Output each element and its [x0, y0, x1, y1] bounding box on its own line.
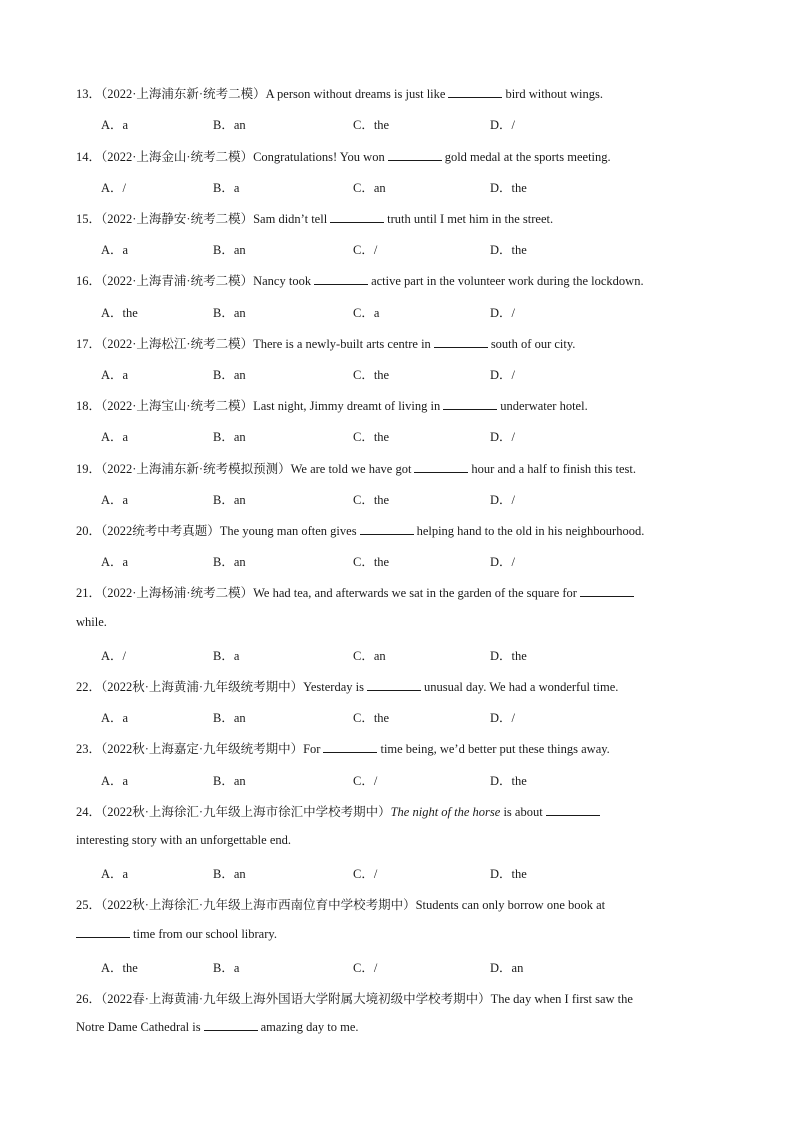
question-text: Last night, Jimmy dreamt of living in — [253, 399, 441, 413]
option-d[interactable]: D．the — [490, 774, 527, 788]
question-source: （2022秋·上海徐汇·九年级上海市西南位育中学校考期中） — [101, 898, 416, 912]
answer-blank — [434, 346, 488, 348]
question-text: active part in the volunteer work during the lockdown. — [371, 274, 644, 288]
question-text: hour and a half to finish this test. — [471, 462, 636, 476]
question-text: is about — [503, 805, 543, 819]
question-23 — [76, 739, 610, 757]
option-b[interactable]: B．an — [213, 774, 246, 788]
option-c[interactable]: C．the — [353, 118, 390, 132]
question-text: For — [303, 742, 321, 756]
question-number: 14． — [76, 150, 102, 164]
question-source: （2022·上海杨浦·统考二模） — [101, 586, 254, 600]
question-text: Yesterday is — [303, 680, 364, 694]
option-a[interactable]: A．a — [101, 243, 129, 257]
option-a[interactable]: A．the — [101, 306, 138, 320]
question-number: 16． — [76, 274, 102, 288]
option-d[interactable]: D．/ — [490, 118, 516, 132]
option-d[interactable]: D．/ — [490, 555, 516, 569]
question-number: 18． — [76, 399, 102, 413]
question-14 — [76, 147, 611, 165]
option-b[interactable]: B．an — [213, 118, 246, 132]
question-source: （2022·上海金山·统考二模） — [101, 150, 254, 164]
option-b[interactable]: B．an — [213, 243, 246, 257]
question-text: gold medal at the sports meeting. — [444, 150, 611, 164]
question-text: bird without wings. — [505, 87, 604, 101]
question-source: （2022·上海浦东新·统考二模） — [101, 87, 266, 101]
option-b[interactable]: B．an — [213, 711, 246, 725]
option-c[interactable]: C．a — [353, 306, 380, 320]
question-text: unusual day. We had a wonderful time. — [423, 680, 619, 694]
option-b[interactable]: B．a — [213, 961, 240, 975]
option-c[interactable]: C．an — [353, 181, 386, 195]
question-text: helping hand to the old in his neighbourhood. — [416, 524, 645, 538]
option-a[interactable]: A．a — [101, 118, 129, 132]
option-d[interactable]: D．the — [490, 867, 527, 881]
question-26 — [76, 989, 633, 1007]
question-number: 26． — [76, 992, 102, 1006]
option-c[interactable]: C．an — [353, 649, 386, 663]
answer-blank — [580, 595, 634, 597]
answer-blank — [367, 689, 421, 691]
question-16 — [76, 271, 644, 289]
question-text: amazing day to me. — [260, 1020, 359, 1034]
question-15 — [76, 209, 553, 227]
option-a[interactable]: A．a — [101, 368, 129, 382]
option-c[interactable]: C．/ — [353, 243, 378, 257]
question-text: We are told we have got — [290, 462, 412, 476]
question-25-continued — [76, 927, 277, 942]
option-b[interactable]: B．an — [213, 493, 246, 507]
answer-blank — [443, 408, 497, 410]
question-18 — [76, 396, 588, 414]
question-number: 19． — [76, 462, 102, 476]
question-number: 15． — [76, 212, 102, 226]
question-number: 25． — [76, 898, 102, 912]
question-text: Nancy took — [253, 274, 312, 288]
question-19 — [76, 459, 636, 477]
option-b[interactable]: B．a — [213, 649, 240, 663]
answer-blank — [204, 1029, 258, 1031]
question-number: 20． — [76, 524, 102, 538]
question-20 — [76, 521, 644, 539]
question-source: （2022·上海浦东新·统考模拟预测） — [101, 462, 291, 476]
question-source: （2022秋·上海嘉定·九年级统考期中） — [101, 742, 304, 756]
question-text: truth until I met him in the street. — [387, 212, 554, 226]
option-a[interactable]: A．a — [101, 555, 129, 569]
answer-blank — [448, 96, 502, 98]
answer-blank — [388, 159, 442, 161]
option-d[interactable]: D．/ — [490, 306, 516, 320]
question-17 — [76, 334, 575, 352]
option-a[interactable]: A．the — [101, 961, 138, 975]
option-d[interactable]: D．the — [490, 649, 527, 663]
answer-blank — [414, 471, 468, 473]
option-b[interactable]: B．an — [213, 555, 246, 569]
answer-blank — [330, 221, 384, 223]
question-21-continued — [76, 615, 107, 630]
answer-blank — [314, 283, 368, 285]
question-number: 22． — [76, 680, 102, 694]
question-text: The day when I first saw the — [490, 992, 633, 1006]
question-text: south of our city. — [490, 337, 576, 351]
option-a[interactable]: A．/ — [101, 181, 127, 195]
option-b[interactable]: B．an — [213, 430, 246, 444]
question-number: 21． — [76, 586, 102, 600]
option-c[interactable]: C．/ — [353, 867, 378, 881]
option-a[interactable]: A．a — [101, 711, 129, 725]
option-d[interactable]: D．/ — [490, 711, 516, 725]
question-number: 23． — [76, 742, 102, 756]
option-d[interactable]: D．an — [490, 961, 524, 975]
question-source: （2022秋·上海黄浦·九年级统考期中） — [101, 680, 304, 694]
question-text: Sam didn’t tell — [253, 212, 328, 226]
question-text: interesting story with an unforgettable end. — [76, 833, 291, 847]
question-text: There is a newly-built arts centre in — [253, 337, 431, 351]
option-d[interactable]: D．/ — [490, 430, 516, 444]
story-title: The night of the horse — [390, 805, 501, 819]
option-c[interactable]: C．the — [353, 711, 390, 725]
question-source: （2022春·上海黄浦·九年级上海外国语大学附属大境初级中学校考期中） — [101, 992, 491, 1006]
question-number: 17． — [76, 337, 102, 351]
option-c[interactable]: C．/ — [353, 774, 378, 788]
question-text: The young man often gives — [219, 524, 357, 538]
option-b[interactable]: B．an — [213, 368, 246, 382]
question-source: （2022·上海青浦·统考二模） — [101, 274, 254, 288]
question-text: underwater hotel. — [500, 399, 588, 413]
option-a[interactable]: A．a — [101, 430, 129, 444]
question-text: while. — [76, 615, 107, 629]
answer-blank — [360, 533, 414, 535]
option-a[interactable]: A．a — [101, 867, 129, 881]
answer-blank — [546, 814, 600, 816]
question-24-continued — [76, 833, 291, 848]
question-text: Students can only borrow one book at — [415, 898, 606, 912]
option-d[interactable]: D．the — [490, 243, 527, 257]
question-number: 24． — [76, 805, 102, 819]
option-d[interactable]: D．/ — [490, 493, 516, 507]
option-b[interactable]: B．an — [213, 306, 246, 320]
question-text: time being, we’d better put these things away. — [380, 742, 610, 756]
question-source: （2022·上海松江·统考二模） — [101, 337, 254, 351]
question-source: （2022·上海静安·统考二模） — [101, 212, 254, 226]
question-text: We had tea, and afterwards we sat in the garden of the square for — [253, 586, 577, 600]
answer-blank — [76, 936, 130, 938]
question-source: （2022·上海宝山·统考二模） — [101, 399, 254, 413]
question-25 — [76, 895, 605, 913]
option-d[interactable]: D．/ — [490, 368, 516, 382]
option-c[interactable]: C．the — [353, 430, 390, 444]
question-text: Congratulations! You won — [253, 150, 385, 164]
question-26-continued — [76, 1020, 359, 1035]
option-b[interactable]: B．an — [213, 867, 246, 881]
answer-blank — [323, 751, 377, 753]
option-c[interactable]: C．the — [353, 368, 390, 382]
option-c[interactable]: C．the — [353, 555, 390, 569]
question-13 — [76, 84, 603, 102]
question-21 — [76, 583, 637, 601]
option-a[interactable]: A．a — [101, 493, 129, 507]
question-number: 13． — [76, 87, 102, 101]
option-d[interactable]: D．the — [490, 181, 527, 195]
option-c[interactable]: C．/ — [353, 961, 378, 975]
question-text: time from our school library. — [133, 927, 277, 941]
option-b[interactable]: B．a — [213, 181, 240, 195]
option-a[interactable]: A．a — [101, 774, 129, 788]
question-text: Notre Dame Cathedral is — [76, 1020, 201, 1034]
question-text: A person without dreams is just like — [265, 87, 446, 101]
option-a[interactable]: A．/ — [101, 649, 127, 663]
option-c[interactable]: C．the — [353, 493, 390, 507]
question-22 — [76, 677, 618, 695]
question-source: （2022秋·上海徐汇·九年级上海市徐汇中学校考期中） — [101, 805, 391, 819]
question-24 — [76, 802, 603, 820]
question-source: （2022统考中考真题） — [101, 524, 220, 538]
